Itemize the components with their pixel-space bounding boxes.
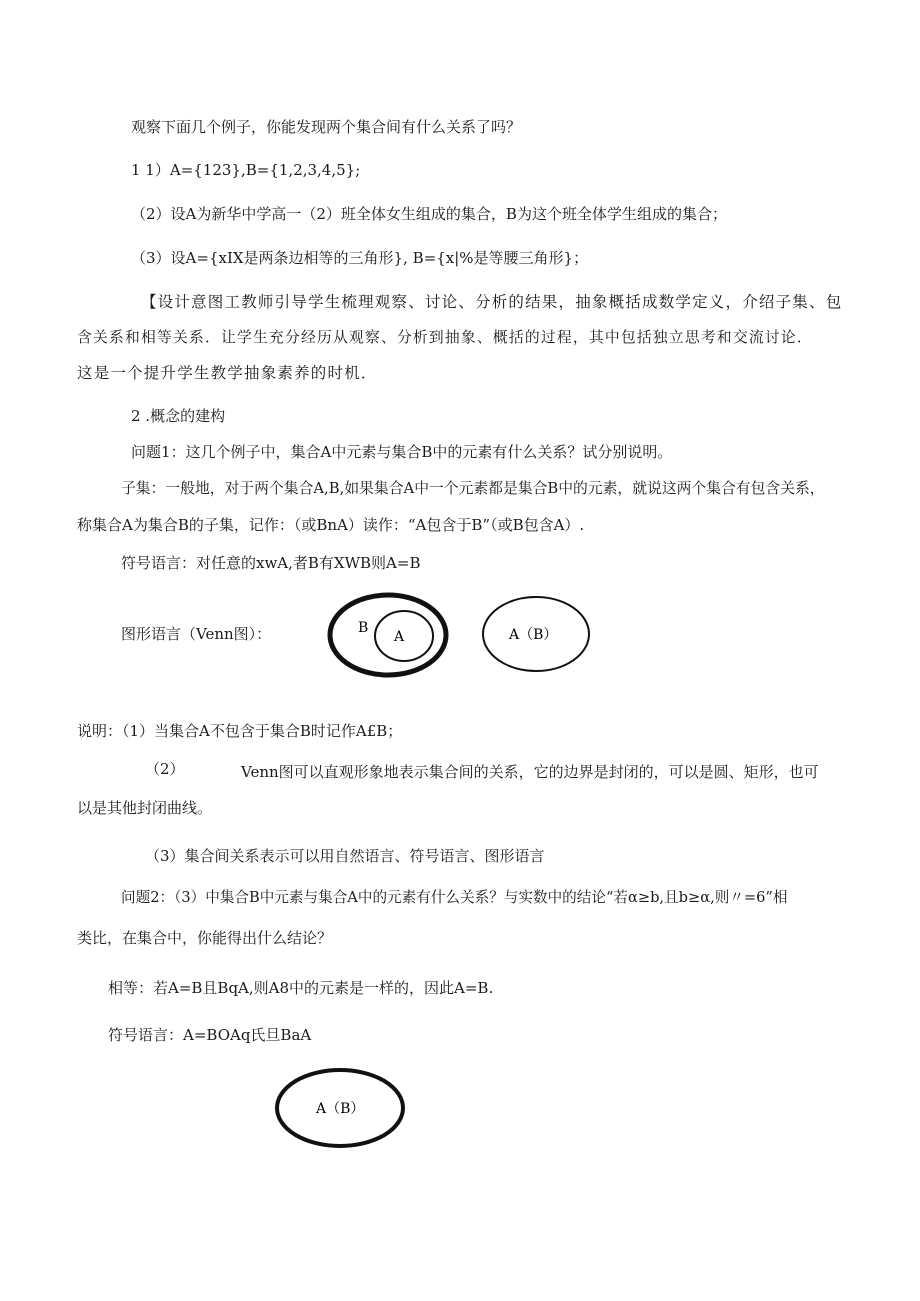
- example-1: 1 1）A={123},B={1,2,3,4,5};: [131, 161, 361, 179]
- section-heading: 2 .概念的建构: [131, 407, 226, 425]
- venn-equal-label: A（B）: [509, 627, 558, 643]
- example-2: （2）设A为新华中学高一（2）班全体女生组成的集合，B为这个班全体学生组成的集合；: [131, 205, 727, 223]
- question-2-line-2: 类比，在集合中，你能得出什么结论？: [77, 929, 333, 947]
- equality-definition: 相等：若A=B且BqA,则A8中的元素是一样的，因此A=B.: [108, 979, 494, 997]
- subset-definition-line-2: 称集合A为集合B的子集，记作：（或BnA）读作：“A包含于B”（或B包含A）.: [77, 516, 585, 534]
- design-intent-line-2: 含关系和相等关系．让学生充分经历从观察、分析到抽象、概括的过程，其中包括独立思考和交流讨论．: [77, 329, 813, 346]
- subset-definition-line-1: 子集：一般地，对于两个集合A,B,如果集合A中一个元素都是集合B中的元素，就说这两个集合有包含关系，: [121, 480, 825, 497]
- symbol-language-2: 符号语言：A=BOAq氏旦BaA: [108, 1026, 312, 1044]
- note-3: （3）集合间关系表示可以用自然语言、符号语言、图形语言: [145, 847, 545, 865]
- symbol-language-1: 符号语言：对任意的xwA,者B有XWB则A=B: [121, 554, 421, 572]
- intro-text: 观察下面几个例子，你能发现两个集合间有什么关系了吗？: [131, 118, 522, 136]
- note-2-text: Venn图可以直观形象地表示集合间的关系，它的边界是封闭的，可以是圆、矩形，也可: [241, 763, 819, 781]
- venn-label-a: A: [394, 629, 405, 645]
- note-2-number: （2）: [145, 760, 185, 778]
- venn-outer-set-b: [330, 595, 446, 675]
- question-2-line-1: 问题2：（3）中集合B中元素与集合A中的元素有什么关系？与实数中的结论“若α≥b,且b≥α,则〃=6”相: [121, 889, 788, 906]
- venn-language-label: 图形语言（Venn图）：: [121, 625, 272, 643]
- question-1: 问题1：这几个例子中，集合A中元素与集合B中的元素有什么关系？试分别说明。: [131, 443, 673, 461]
- note-2-continued: 以是其他封闭曲线。: [77, 799, 213, 817]
- note-1: 说明：（1）当集合A不包含于集合B时记作A£B；: [77, 722, 403, 740]
- design-intent-line-3: 这是一个提升学生教学抽象素养的时机．: [77, 364, 378, 382]
- design-intent-line-1: 【设计意图工教师引导学生梳理观察、讨论、分析的结果，抽象概括成数学定义，介绍子集、包: [141, 293, 843, 311]
- venn-diagram-subset: [326, 592, 596, 692]
- example-3: （3）设A={xIX是两条边相等的三角形}, B={x|%是等腰三角形}；: [131, 249, 589, 267]
- venn-equal-label-2: A（B）: [316, 1101, 365, 1117]
- venn-label-b: B: [358, 620, 369, 636]
- venn-diagram-equal: [270, 1065, 420, 1155]
